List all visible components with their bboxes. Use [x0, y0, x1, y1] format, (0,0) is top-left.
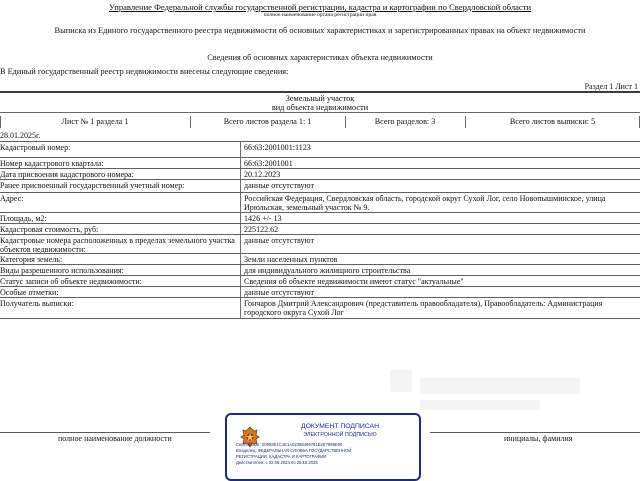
section-heading: Сведения об основных характеристиках объекта недвижимости — [207, 53, 433, 62]
row-label: Номер кадастрового квартала: — [0, 159, 104, 168]
row-label: Кадастровый номер: — [0, 143, 71, 152]
row-value: 66:63:2001001:1123 — [244, 143, 311, 152]
row-value: 20.12.2023 — [244, 170, 281, 179]
authority-name: Управление Федеральной службы государственной регистрации, кадастра и картографии по Свердловской области — [108, 2, 532, 12]
certificate-line: Сертификат: 00958E1C1E1A02398499781E2E7986E00 — [236, 442, 343, 447]
row-label: Дата присвоения кадастрового номера: — [0, 170, 134, 179]
row-label: Категория земель: — [0, 255, 63, 264]
row-label: Кадастровые номера расположенных в пределах земельного участка объектов недвижимости: — [0, 236, 235, 254]
sheets-in-section: Всего листов раздела 1: 1 — [223, 117, 312, 126]
row-divider — [240, 235, 241, 254]
footer-right-rule — [430, 432, 640, 433]
owner-line-continued: РЕГИСТРАЦИИ, КАДАСТРА И КАРТОГРАФИИ — [236, 454, 327, 459]
section-reference: Раздел 1 Лист 1 — [584, 82, 638, 91]
validity-line: Действителен: с 02.08.2024 по 26.10.2025 — [236, 460, 318, 465]
row-value: Сведения об объекте недвижимости имеют статус "актуальные" — [244, 277, 464, 286]
row-value: данные отсутствуют — [244, 288, 314, 297]
object-type: Земельный участок — [285, 94, 355, 103]
position-caption: полное наименование должности — [58, 434, 172, 443]
name-caption: инициалы, фамилия — [504, 434, 573, 443]
row-previous-number — [0, 179, 640, 193]
row-label: Площадь, м2: — [0, 214, 47, 223]
extract-title: Выписка из Единого государственного реестра недвижимости об основных характеристиках и зарегистрированных правах на объект недвижимости — [54, 26, 586, 35]
row-label: Ранее присвоенный государственный учетный номер: — [0, 181, 185, 190]
sheet-summary-row — [0, 116, 640, 128]
row-value: Земли населенных пунктов — [244, 255, 338, 264]
object-kind-label: вид объекта недвижимости — [271, 103, 369, 112]
intro-text: В Единый государственный реестр недвижимости внесены следующие сведения: — [0, 67, 289, 76]
row-value: 66:63:2001001 — [244, 159, 293, 168]
row-value: 225122.62 — [244, 225, 279, 234]
row-label: Виды разрешенного использования: — [0, 266, 124, 275]
row-value: для индивидуального жилищного строительства — [244, 266, 411, 275]
row-value: данные отсутствуют — [244, 236, 314, 245]
row-value: Российская Федерация, Свердловская область, городской округ Сухой Лог, село Новопышминское, улица Ирюльская, земельный участок № 9. — [244, 194, 606, 212]
stamp-title: ДОКУМЕНТ ПОДПИСАН — [301, 423, 379, 430]
sheets-total: Всего листов выписки: 5 — [509, 117, 596, 126]
row-value: 1426 +/- 13 — [244, 214, 282, 223]
row-label: Получатель выписки: — [0, 299, 74, 308]
row-recipient — [0, 297, 640, 319]
electronic-signature-stamp — [225, 413, 421, 481]
row-address — [0, 192, 640, 213]
footer-left-rule — [0, 432, 210, 433]
row-label: Адрес: — [0, 194, 24, 203]
row-divider — [240, 298, 241, 318]
sheet-number: Лист № 1 раздела 1 — [61, 117, 129, 126]
owner-line: Владелец: ФЕДЕРАЛЬНАЯ СЛУЖБА ГОСУДАРСТВЕННОЙ — [236, 448, 352, 453]
row-divider — [240, 193, 241, 213]
row-value: Гончаров Дмитрий Александрович (представитель правообладателя), Правообладатель: Администрация городского округа Сухой Лог — [244, 299, 603, 317]
row-cadastral-number — [0, 141, 640, 158]
row-contained-objects — [0, 234, 640, 254]
row-label: Статус записи об объекте недвижимости: — [0, 277, 142, 286]
sections-total: Всего разделов: 3 — [374, 117, 436, 126]
extract-date: 28.01.2025г. — [0, 131, 41, 140]
kind-divider — [0, 112, 640, 113]
row-label: Кадастровая стоимость, руб: — [0, 225, 99, 234]
top-rule — [0, 91, 640, 93]
stamp-subtitle: ЭЛЕКТРОННОЙ ПОДПИСЬЮ — [303, 432, 377, 438]
row-label: Особые отметки: — [0, 288, 59, 297]
row-value: данные отсутствуют — [244, 181, 314, 190]
authority-note: полное наименование органа регистрации прав — [263, 12, 377, 18]
row-divider — [240, 142, 241, 158]
